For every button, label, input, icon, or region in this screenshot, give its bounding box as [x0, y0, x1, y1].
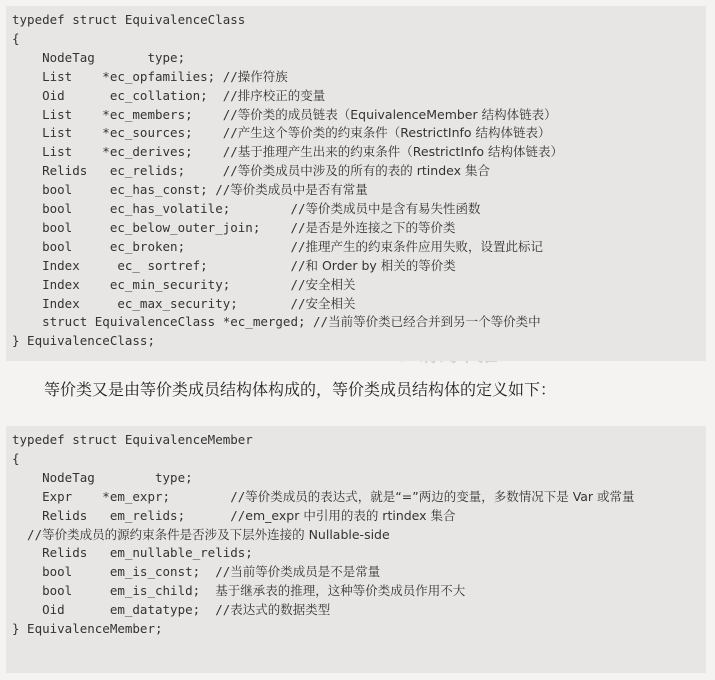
code-line: [12, 294, 356, 314]
code-text: List *ec_sources; //: [12, 125, 238, 141]
code-line: [12, 199, 481, 219]
code-text: NodeTag type;: [12, 469, 193, 485]
body-paragraph: 等价类又是由等价类成员结构体构成的，等价类成员结构体的定义如下：: [44, 380, 557, 399]
code-line: [12, 105, 557, 125]
code-line: [12, 619, 163, 639]
code-line: [12, 48, 185, 68]
code-text: //: [12, 526, 43, 542]
code-comment: 基于继承表的推理，这种等价类成员作用不大: [215, 583, 466, 599]
code-text: List *ec_opfamilies; //: [12, 68, 238, 84]
code-line: [12, 562, 380, 582]
code-block-equivalence-class: [6, 6, 706, 361]
code-comment: 等价类的成员链表（EquivalenceMember 结构体链表）: [237, 106, 557, 122]
code-comment: 推理产生的约束条件应用失败，设置此标记: [305, 238, 544, 254]
code-text: bool em_is_const; //: [12, 564, 231, 580]
code-comment: 操作符族: [237, 68, 288, 84]
code-line: [12, 180, 368, 200]
code-text: {: [12, 30, 20, 46]
code-comment: 等价类成员中是含有易失性函数: [305, 201, 481, 216]
code-comment: 安全相关: [305, 276, 356, 292]
code-text: bool ec_has_volatile; //: [12, 201, 306, 216]
code-text: Oid em_datatype; //: [12, 602, 231, 618]
code-line: [12, 218, 456, 238]
code-text: struct EquivalenceClass *ec_merged; //: [12, 314, 329, 330]
code-text: Relids em_relids; //: [12, 507, 246, 523]
code-line: [12, 142, 563, 162]
code-comment: 等价类成员中涉及的所有的表的 rtindex 集合: [237, 163, 490, 179]
code-line: [12, 256, 456, 276]
code-text: List *ec_members; //: [12, 106, 238, 122]
code-line: [12, 275, 356, 295]
code-comment: 等价类成员中是否有常量: [230, 182, 368, 198]
code-comment: 等价类成员的源约束条件是否涉及下层外连接的 Nullable-side: [42, 526, 390, 542]
code-comment: 和 Order by 相关的等价类: [305, 257, 456, 273]
code-text: bool ec_below_outer_join; //: [12, 219, 306, 235]
code-text: bool ec_has_const; //: [12, 182, 231, 198]
code-comment: em_expr 中引用的表的 rtindex 集合: [245, 507, 456, 523]
code-text: Index ec_ sortref; //: [12, 257, 306, 273]
code-line: [12, 161, 490, 181]
code-line: [12, 10, 245, 30]
code-line: [12, 468, 193, 488]
code-comment: 安全相关: [305, 295, 356, 311]
code-text: Oid ec_collation; //: [12, 87, 238, 103]
code-line: [12, 449, 20, 469]
code-line: [12, 312, 541, 332]
code-text: Relids ec_relids; //: [12, 163, 238, 179]
code-text: List *ec_derives; //: [12, 144, 238, 160]
code-line: [12, 600, 330, 620]
code-text: Index ec_max_security; //: [12, 295, 306, 311]
code-line: [12, 237, 543, 257]
code-line: [12, 67, 288, 87]
code-block-equivalence-member: [6, 426, 706, 673]
code-text: } EquivalenceMember;: [12, 621, 163, 636]
code-comment: 当前等价类已经合并到另一个等价类中: [328, 314, 541, 330]
code-text: } EquivalenceClass;: [12, 333, 155, 349]
code-line: [12, 506, 456, 526]
code-line: [12, 331, 155, 351]
code-line: [12, 29, 20, 49]
code-comment: 当前等价类成员是不是常量: [230, 564, 381, 580]
code-line: [12, 525, 390, 545]
code-text: bool ec_broken; //: [12, 238, 306, 254]
code-text: typedef struct EquivalenceMember: [12, 432, 253, 447]
code-text: bool em_is_child;: [12, 583, 216, 599]
code-line: [12, 430, 253, 450]
code-comment: 表达式的数据类型: [230, 602, 331, 618]
code-text: {: [12, 450, 20, 466]
code-text: Index ec_min_security; //: [12, 276, 306, 292]
code-comment: 基于推理产生出来的约束条件（RestrictInfo 结构体链表）: [237, 144, 564, 160]
code-comment: 排序校正的变量: [237, 87, 326, 103]
code-line: [12, 543, 253, 563]
code-text: Relids em_nullable_relids;: [12, 545, 253, 561]
code-comment: 等价类成员的表达式，就是“=”两边的变量，多数情况下是 Var 或常量: [245, 488, 635, 504]
code-line: [12, 123, 551, 143]
code-text: Expr *em_expr; //: [12, 488, 246, 504]
code-comment: 是否是外连接之下的等价类: [305, 219, 456, 235]
code-text: typedef struct EquivalenceClass: [12, 12, 246, 27]
code-line: [12, 86, 325, 106]
code-comment: 产生这个等价类的约束条件（RestrictInfo 结构体链表）: [237, 125, 551, 141]
code-line: [12, 487, 635, 507]
code-text: NodeTag type;: [12, 49, 186, 65]
code-line: [12, 581, 465, 601]
